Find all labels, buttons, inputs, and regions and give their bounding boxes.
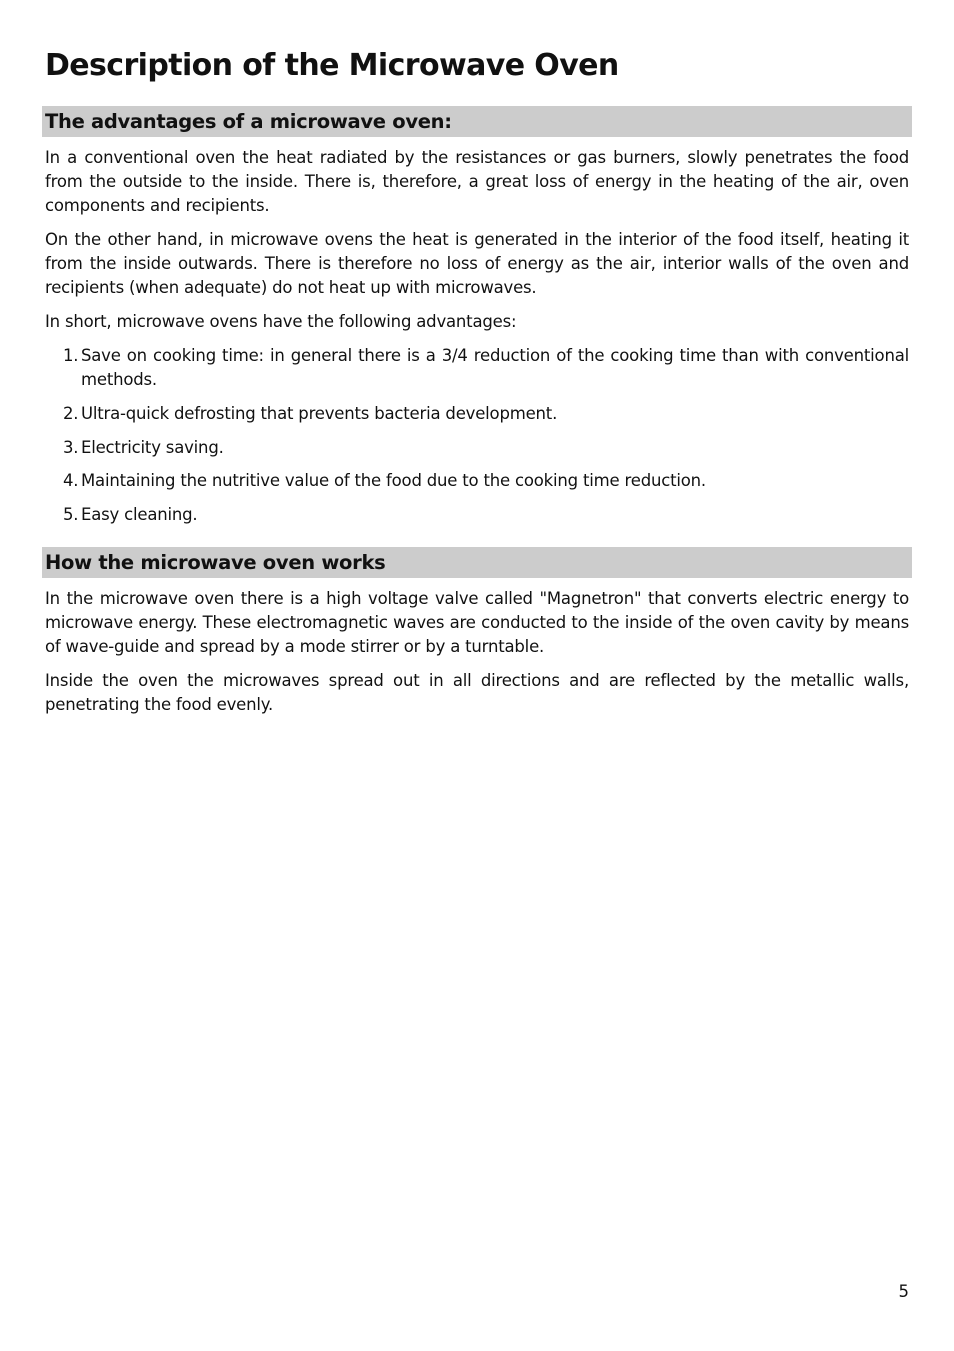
list-item [45,469,909,503]
list-item-text: Save on cooking time: in general there is a 3/4 reduction of the cooking time than with conventional methods. [81,346,909,389]
page-title: Description of the Microwave Oven [45,48,619,83]
list-item-number: 5. [63,505,79,524]
paragraph-microwave-heat: On the other hand, in microwave ovens the heat is generated in the interior of the food itself, heating it from the inside outwards. There is therefore no loss of energy as the air, interior walls of the oven and recipients (when adequate) do not heat up with microwaves. [45,230,909,297]
list-item-text: Ultra-quick defrosting that prevents bacteria development. [81,404,558,423]
list-item-text: Electricity saving. [81,438,224,457]
list-item-number: 3. [63,438,79,457]
list-item [45,503,909,527]
list-item [45,436,909,469]
list-item-number: 4. [63,471,79,490]
page-number: 5 [898,1282,909,1301]
section-heading-advantages: The advantages of a microwave oven: [42,106,912,137]
section-heading-how-it-works: How the microwave oven works [42,547,912,578]
paragraph-advantages-intro: In short, microwave ovens have the following advantages: [45,312,517,331]
paragraph-conventional-oven: In a conventional oven the heat radiated by the resistances or gas burners, slowly penetrates the food from the outside to the inside. There is, therefore, a great loss of energy in the heating of the air, oven components and recipients. [45,148,909,215]
list-item-number: 1. [63,346,79,365]
advantages-list [45,344,909,527]
paragraph-microwaves-spread: Inside the oven the microwaves spread out in all directions and are reflected by the metallic walls, penetrating the food evenly. [45,671,909,714]
list-item [45,402,909,436]
list-item-text: Easy cleaning. [81,505,198,524]
paragraph-magnetron: In the microwave oven there is a high voltage valve called "Magnetron" that converts electric energy to microwave energy. These electromagnetic waves are conducted to the inside of the oven cavity by means of wave-guide and spread by a mode stirrer or by a turntable. [45,589,909,656]
list-item-number: 2. [63,404,79,423]
list-item [45,344,909,402]
list-item-text: Maintaining the nutritive value of the food due to the cooking time reduction. [81,471,706,490]
